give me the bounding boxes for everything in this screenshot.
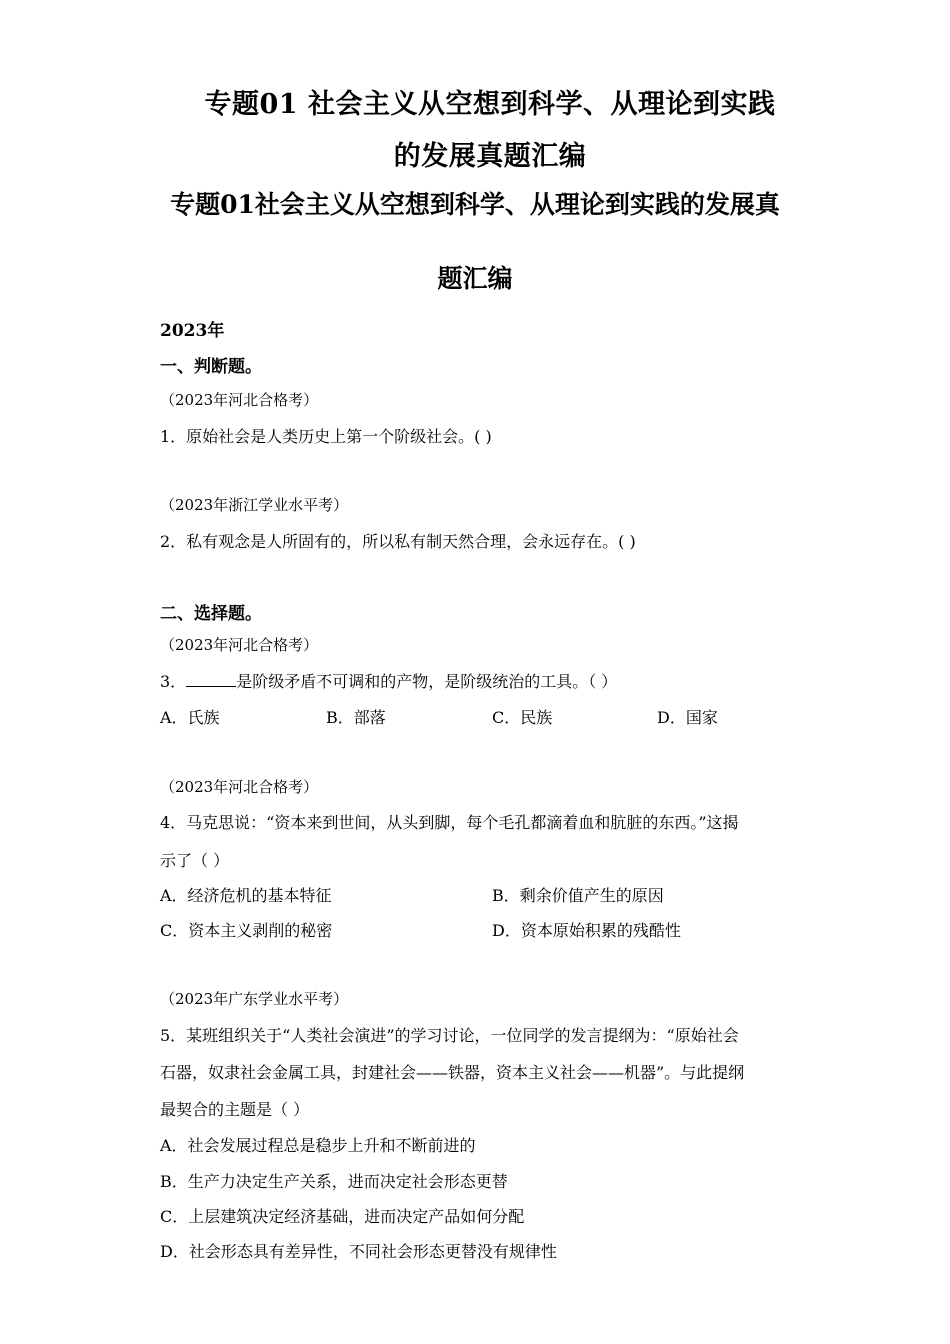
year-heading: 2023年 [160, 321, 225, 341]
page-title-line1: 专题01 社会主义从空想到科学、从理论到实践 [204, 89, 776, 120]
q4-option-c: C．资本主义剥削的秘密 [160, 921, 333, 940]
q3-option-d: D．国家 [657, 708, 718, 727]
q4-source: （2023年河北合格考） [160, 778, 319, 796]
q4-option-b: B．剩余价值产生的原因 [492, 886, 664, 905]
q3-number: 3． [160, 672, 187, 691]
q5-text-line2: 石器，奴隶社会金属工具，封建社会——铁器，资本主义社会——机器”。与此提纲 [160, 1063, 745, 1082]
q2-source: （2023年浙江学业水平考） [160, 496, 349, 514]
q3-option-b: B．部落 [326, 708, 386, 727]
subtitle-line2: 题汇编 [437, 264, 513, 293]
q5-source: （2023年广东学业水平考） [160, 990, 349, 1008]
q5-text-line1: 5．某班组织关于“人类社会演进”的学习讨论，一位同学的发言提纲为：“原始社会 [160, 1026, 739, 1045]
section-choice-heading: 二、选择题。 [160, 604, 262, 624]
section-judge-heading: 一、判断题。 [160, 357, 262, 377]
q5-option-d: D．社会形态具有差异性，不同社会形态更替没有规律性 [160, 1242, 557, 1261]
q3-blank [186, 672, 236, 687]
subtitle-line1: 专题01社会主义从空想到科学、从理论到实践的发展真 [170, 190, 780, 219]
q5-text-line3: 最契合的主题是（ ） [160, 1100, 310, 1119]
q3-source: （2023年河北合格考） [160, 636, 319, 654]
q3-option-c: C．民族 [492, 708, 553, 727]
q3-stem: 是阶级矛盾不可调和的产物，是阶级统治的工具。（ ） [236, 672, 618, 691]
q5-option-c: C．上层建筑决定经济基础，进而决定产品如何分配 [160, 1207, 525, 1226]
q4-option-d: D．资本原始积累的残酷性 [492, 921, 681, 940]
q2-text: 2．私有观念是人所固有的，所以私有制天然合理，会永远存在。( ) [160, 532, 636, 551]
q1-text: 1．原始社会是人类历史上第一个阶级社会。( ) [160, 427, 492, 446]
q1-source: （2023年河北合格考） [160, 391, 319, 409]
q4-text-line1: 4．马克思说：“资本来到世间，从头到脚，每个毛孔都滴着血和肮脏的东西。”这揭 [160, 813, 739, 832]
q3-option-a: A．氏族 [160, 708, 220, 727]
q5-option-b: B．生产力决定生产关系，进而决定社会形态更替 [160, 1172, 508, 1191]
q3-text [160, 669, 617, 692]
q5-option-a: A．社会发展过程总是稳步上升和不断前进的 [160, 1136, 476, 1155]
q4-option-a: A．经济危机的基本特征 [160, 886, 332, 905]
q4-text-line2: 示了（ ） [160, 851, 230, 870]
page-title-line2: 的发展真题汇编 [393, 141, 587, 172]
